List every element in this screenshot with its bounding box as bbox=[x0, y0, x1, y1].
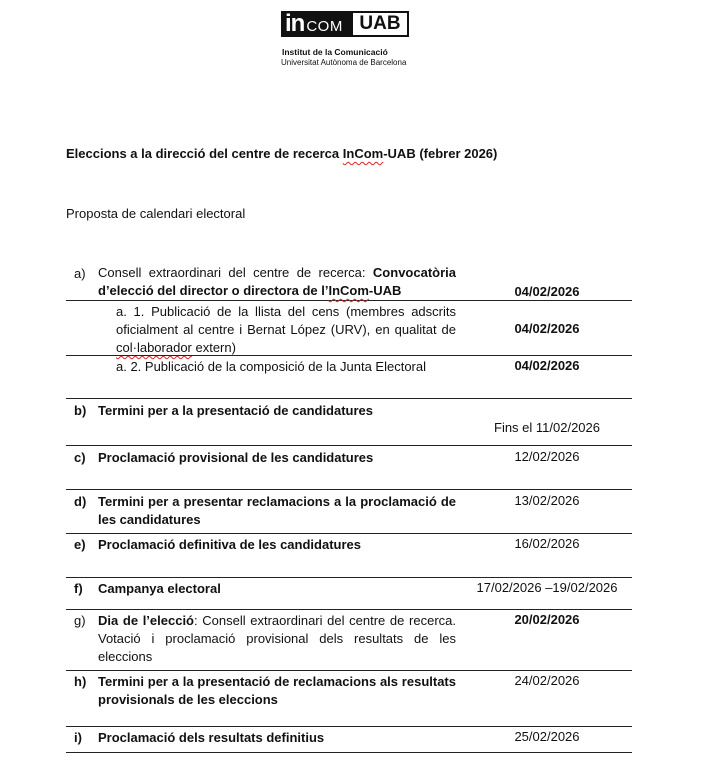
row-letter: i) bbox=[74, 730, 82, 745]
row-a-text-plain: Consell extraordinari del centre de recerca: bbox=[98, 265, 373, 280]
row-description: Termini per a la presentació de candidatures bbox=[98, 403, 374, 418]
row-date: Fins el 11/02/2026 bbox=[494, 420, 600, 435]
electoral-calendar-table bbox=[66, 264, 632, 753]
row-date: 20/02/2026 bbox=[514, 612, 580, 627]
row-date: 17/02/2026 –19/02/2026 bbox=[476, 580, 618, 595]
row-date: 12/02/2026 bbox=[514, 449, 580, 464]
row-date: 04/02/2026 bbox=[514, 321, 580, 336]
row-a1-text-end: extern) bbox=[191, 340, 236, 355]
calendar-row-g bbox=[66, 610, 632, 671]
calendar-row-e bbox=[66, 534, 632, 578]
row-date: 24/02/2026 bbox=[514, 673, 580, 688]
row-date: 16/02/2026 bbox=[514, 536, 580, 551]
calendar-row-d bbox=[66, 490, 632, 534]
incom-uab-logo bbox=[281, 11, 423, 71]
calendar-row-h bbox=[66, 671, 632, 727]
row-g-text-plain: : Consell extraordinari del centre de recerca. Votació i proclamació provisional dels resultats de les eleccions bbox=[98, 613, 456, 664]
row-description: Termini per a la presentació de reclamacions als resultats provisionals de les eleccions bbox=[98, 674, 456, 707]
row-date: 25/02/2026 bbox=[514, 729, 580, 744]
calendar-row-i bbox=[66, 727, 632, 753]
logo-incom-block bbox=[281, 11, 353, 37]
calendar-row-f bbox=[66, 578, 632, 610]
row-description: Campanya electoral bbox=[98, 581, 221, 596]
row-letter: a) bbox=[74, 266, 86, 281]
row-a1-text: a. 1. Publicació de la llista del cens (membres adscrits oficialment al centre i Bernat López (URV), en qualitat de bbox=[116, 304, 456, 337]
row-date: 04/02/2026 bbox=[514, 284, 580, 299]
row-description: Termini per a presentar reclamacions a la proclamació de les candidatures bbox=[98, 494, 456, 527]
row-letter: c) bbox=[74, 450, 86, 465]
row-date: 04/02/2026 bbox=[514, 358, 580, 373]
row-a-text-bold-end: -UAB bbox=[368, 283, 402, 298]
row-description bbox=[98, 264, 456, 300]
title-part-1: Eleccions a la direcció del centre de recerca bbox=[66, 146, 343, 161]
row-description: Proclamació provisional de les candidatures bbox=[98, 450, 374, 465]
row-date: 13/02/2026 bbox=[514, 493, 580, 508]
row-a1-spellcheck-word: col·laborador bbox=[116, 340, 192, 355]
row-letter: g) bbox=[74, 613, 86, 628]
row-description: a. 2. Publicació de la composició de la Junta Electoral bbox=[116, 359, 427, 374]
row-letter: f) bbox=[74, 581, 83, 596]
row-description: Proclamació dels resultats definitius bbox=[98, 730, 325, 745]
document-title bbox=[66, 146, 497, 161]
logo-university-name: Universitat Autònoma de Barcelona bbox=[281, 58, 407, 67]
title-part-2: -UAB (febrer 2026) bbox=[383, 146, 498, 161]
logo-uab-text: UAB bbox=[353, 11, 409, 37]
logo-in-text: in bbox=[285, 10, 305, 37]
calendar-row-a1 bbox=[66, 301, 632, 356]
row-letter: b) bbox=[74, 403, 87, 418]
row-g-text-bold: Dia de l’elecció bbox=[98, 613, 194, 628]
row-description bbox=[98, 612, 456, 666]
row-letter: h) bbox=[74, 674, 87, 689]
calendar-row-a2 bbox=[66, 356, 632, 399]
row-description: Proclamació definitiva de les candidatures bbox=[98, 537, 361, 552]
row-letter: d) bbox=[74, 494, 87, 509]
logo-mark bbox=[281, 11, 423, 37]
row-a-spellcheck-word: InCom bbox=[328, 283, 369, 298]
calendar-row-c bbox=[66, 446, 632, 490]
title-spellcheck-word: InCom bbox=[342, 146, 384, 161]
logo-institute-name: Institut de la Comunicació bbox=[282, 47, 388, 57]
row-description bbox=[116, 303, 456, 357]
calendar-row-a bbox=[66, 264, 632, 301]
row-letter: e) bbox=[74, 537, 86, 552]
document-subtitle: Proposta de calendari electoral bbox=[66, 206, 246, 221]
calendar-row-b bbox=[66, 399, 632, 446]
logo-com-text: COM bbox=[306, 18, 343, 35]
row-a-text-bold: Convocatòria d’elecció del director o directora de l’ bbox=[98, 265, 456, 298]
